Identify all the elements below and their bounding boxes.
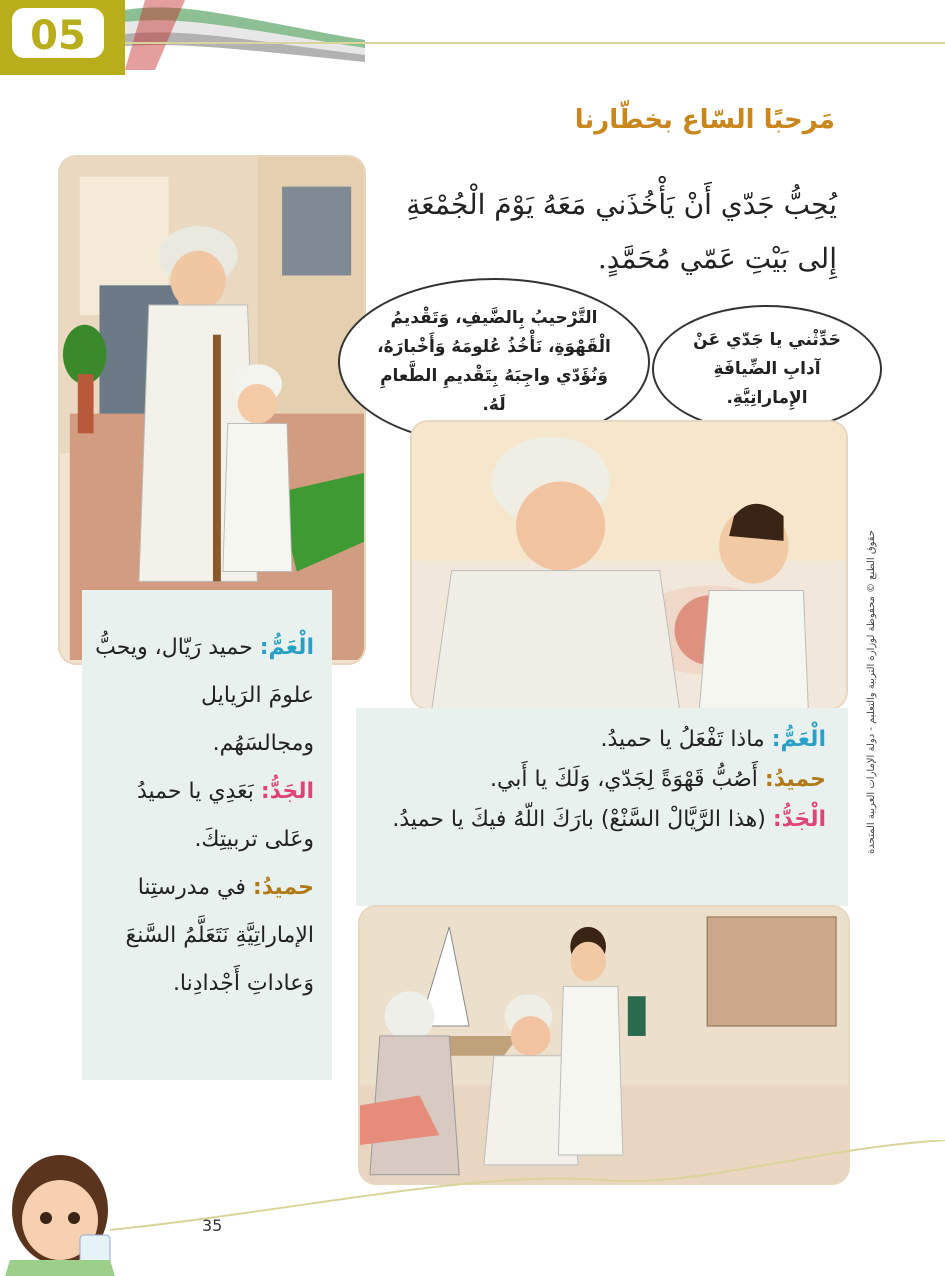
lesson-number: 05: [12, 8, 104, 58]
page-number: 35: [202, 1216, 223, 1235]
intro-text: يُحِبُّ جَدّي أَنْ يَأْخُذَني مَعَهُ يَوْمَ الْجُمْعَةِ إِلى بَيْتِ عَمّي مُحَمَّدٍ.: [406, 188, 837, 275]
dialog-line: حميدُ: أَصُبُّ قَهْوَةً لِجَدّي، وَلَكَ يا أَبي.: [489, 767, 826, 792]
dialog-line: الْجَدُّ: (هذا الرَّيَّالْ السَّنْعْ) بارَكَ اللّهُ فيكَ يا حميدُ.: [392, 807, 826, 832]
grandfather-boy-illustration: [58, 155, 366, 665]
dialog-line: الْعَمُّ: ماذا تَفْعَلُ يا حميدُ.: [600, 727, 826, 752]
dialog-line: الجَدُّ: بَعَدِي يا حميدُ وعَلى تربيتِكَ.: [137, 779, 314, 852]
grandfather-speech-bubble: التَّرْحيبُ بِالضَّيفِ، وَتَقْديمُ الْقَهْوَةِ، نَأْخُذُ عُلومَهُ وَأَخْبارَهُ، وَنُؤَدّي واجِبَهُ بِتَقْديمِ الطَّعامِ لَهُ.: [338, 278, 650, 446]
right-dialog-box: [356, 708, 848, 906]
bottom-decoration: [0, 1140, 945, 1276]
dialog-line: الْعَمُّ: حميد رَيّال، ويحبُّ علومَ الرَيايل ومجالسَهُم.: [95, 635, 314, 756]
left-dialog-box: [82, 590, 332, 1080]
header-rule: [125, 42, 945, 44]
page-title: مَرحبًا السّاع بخطّارنا: [574, 105, 835, 135]
dialog-line: حميدُ: في مدرستِنا الإماراتِيَّةِ نَتَعَلَّمُ السَّنعَ وَعاداتِ أَجْدادِنا.: [125, 875, 314, 996]
flag-decoration: [125, 0, 365, 70]
copyright-notice: حقوق الطبع © محفوظة لوزارة التربية والتعليم - دولة الإمارات العربية المتحدة: [866, 530, 877, 854]
boy-speech-bubble: حَدِّثْني يا جَدّي عَنْ آدابِ الضِّيافَةِ الإِماراتِيَّةِ.: [652, 305, 882, 433]
conversation-illustration: [410, 420, 848, 710]
